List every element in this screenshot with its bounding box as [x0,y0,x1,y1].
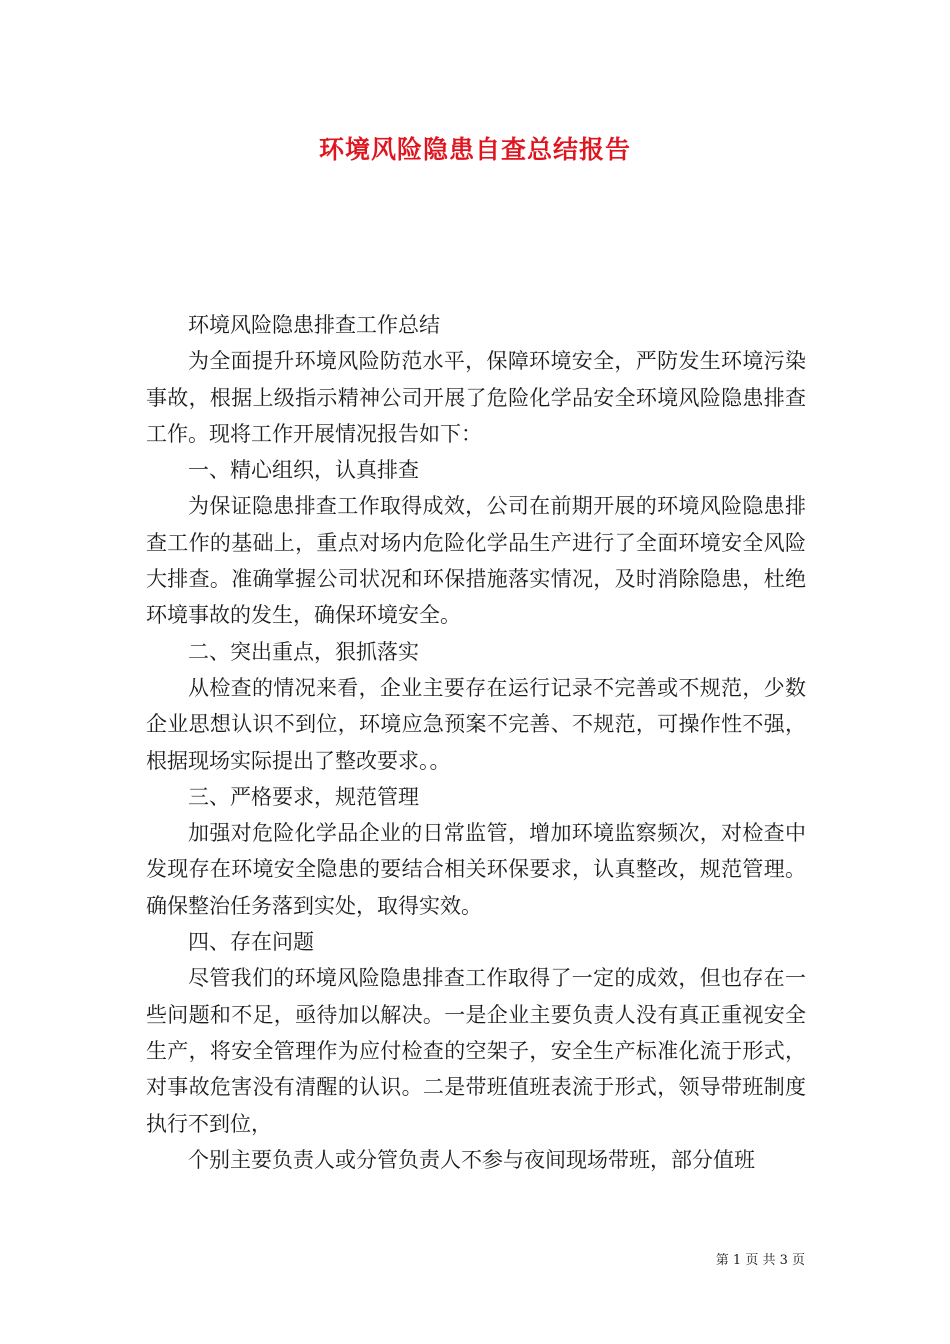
paragraph-section-2: 从检查的情况来看，企业主要存在运行记录不完善或不规范，少数企业思想认识不到位，环境应急预案不完善、不规范，可操作性不强，根据现场实际提出了整改要求。。 [146,675,806,773]
paragraph-section-4: 尽管我们的环境风险隐患排查工作取得了一定的成效，但也存在一些问题和不足，亟待加以解决。一是企业主要负责人没有真正重视安全生产，将安全管理作为应付检查的空架子，安全生产标准化流于形式，对事故危害没有清醒的认识。二是带班值班表流于形式，领导带班制度执行不到位， [146,966,806,1136]
paragraph-intro: 为全面提升环境风险防范水平，保障环境安全，严防发生环境污染事故，根据上级指示精神公司开展了危险化学品安全环境风险隐患排查工作。现将工作开展情况报告如下： [146,349,806,446]
document-body [146,307,806,1178]
section-heading-4: 四、存在问题 [188,930,314,955]
section-heading-2: 二、突出重点，狠抓落实 [188,639,419,664]
section-heading-3: 三、严格要求，规范管理 [188,784,419,809]
paragraph-subtitle: 环境风险隐患排查工作总结 [188,313,440,337]
section-heading-1: 一、精心组织，认真排查 [188,458,419,483]
page-number: 第 1 页 共 3 页 [715,1253,805,1268]
paragraph-section-3: 加强对危险化学品企业的日常监管，增加环境监察频次，对检查中发现存在环境安全隐患的要结合相关环保要求，认真整改，规范管理。确保整治任务落到实处，取得实效。 [146,821,806,918]
document-title: 环境风险隐患自查总结报告 [318,135,631,164]
paragraph-section-4-cont: 个别主要负责人或分管负责人不参与夜间现场带班，部分值班 [188,1147,755,1172]
paragraph-section-1: 为保证隐患排查工作取得成效，公司在前期开展的环境风险隐患排查工作的基础上，重点对场内危险化学品生产进行了全面环境安全风险大排查。准确掌握公司状况和环保措施落实情况，及时消除隐患，杜绝环境事故的发生，确保环境安全。 [146,494,806,628]
